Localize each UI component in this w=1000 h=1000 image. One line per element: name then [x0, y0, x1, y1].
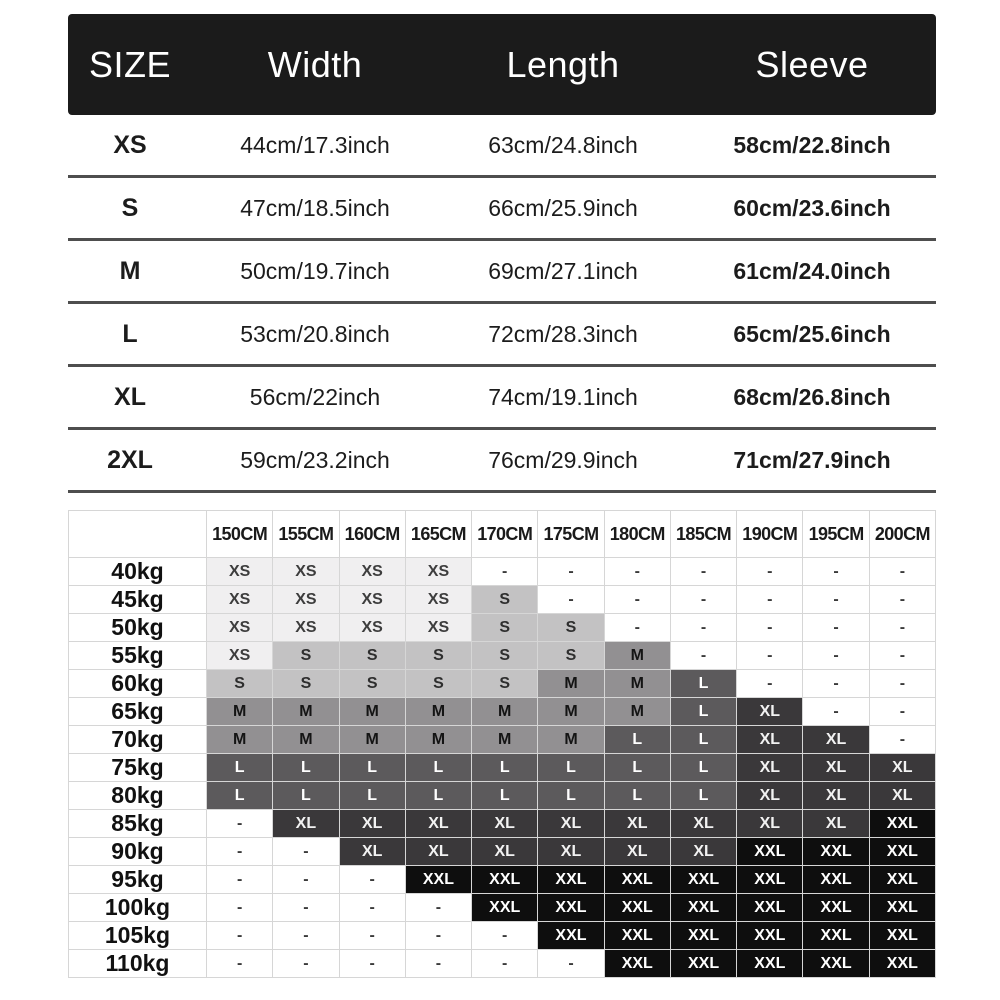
- size-value: M: [119, 256, 141, 285]
- fit-cell-l: L: [671, 726, 736, 753]
- fit-cell-empty: -: [737, 670, 802, 697]
- height-header-190cm: 190CM: [737, 511, 802, 557]
- fit-cell-empty: -: [870, 586, 935, 613]
- fit-cell-m: M: [605, 698, 670, 725]
- weight-label-55kg: 55kg: [69, 642, 206, 669]
- size-value: S: [121, 193, 139, 222]
- fit-cell-xs: XS: [207, 642, 272, 669]
- weight-label-40kg: 40kg: [69, 558, 206, 585]
- fit-cell-empty: -: [870, 642, 935, 669]
- height-weight-fit-matrix: [68, 510, 936, 978]
- fit-cell-xl: XL: [472, 838, 537, 865]
- fit-cell-m: M: [605, 670, 670, 697]
- fit-cell-xxl: XXL: [803, 894, 868, 921]
- height-header-200cm: 200CM: [870, 511, 935, 557]
- width-value: 50cm/19.7inch: [240, 257, 390, 284]
- fit-cell-empty: -: [870, 726, 935, 753]
- fit-cell-xl: XL: [273, 810, 338, 837]
- size-value: L: [122, 319, 138, 348]
- size-table-body: [68, 115, 936, 493]
- fit-cell-m: M: [340, 698, 405, 725]
- fit-cell-xxl: XXL: [737, 894, 802, 921]
- fit-cell-empty: -: [273, 922, 338, 949]
- fit-cell-xl: XL: [340, 810, 405, 837]
- fit-cell-s: S: [538, 642, 603, 669]
- fit-cell-empty: -: [340, 866, 405, 893]
- fit-cell-l: L: [538, 754, 603, 781]
- fit-cell-xs: XS: [273, 614, 338, 641]
- fit-cell-xl: XL: [671, 838, 736, 865]
- length-value: 72cm/28.3inch: [488, 320, 638, 347]
- fit-cell-xs: XS: [340, 614, 405, 641]
- fit-cell-empty: -: [340, 922, 405, 949]
- fit-cell-xxl: XXL: [605, 922, 670, 949]
- fit-cell-s: S: [207, 670, 272, 697]
- fit-cell-l: L: [671, 698, 736, 725]
- fit-cell-empty: -: [273, 950, 338, 977]
- weight-label-80kg: 80kg: [69, 782, 206, 809]
- fit-cell-xl: XL: [870, 754, 935, 781]
- fit-cell-xl: XL: [671, 810, 736, 837]
- fit-cell-empty: -: [803, 586, 868, 613]
- height-header-150cm: 150CM: [207, 511, 272, 557]
- fit-cell-empty: -: [472, 558, 537, 585]
- width-value: 56cm/22inch: [249, 383, 381, 410]
- fit-cell-l: L: [207, 782, 272, 809]
- fit-cell-xs: XS: [207, 558, 272, 585]
- fit-cell-xxl: XXL: [803, 838, 868, 865]
- matrix-corner-cell: [69, 511, 206, 557]
- fit-cell-l: L: [340, 782, 405, 809]
- fit-cell-empty: -: [605, 586, 670, 613]
- fit-cell-s: S: [538, 614, 603, 641]
- fit-cell-xl: XL: [803, 782, 868, 809]
- fit-cell-xl: XL: [406, 838, 471, 865]
- fit-cell-s: S: [472, 642, 537, 669]
- fit-cell-l: L: [207, 754, 272, 781]
- fit-cell-empty: -: [340, 950, 405, 977]
- fit-cell-empty: -: [737, 558, 802, 585]
- fit-cell-s: S: [340, 642, 405, 669]
- fit-cell-s: S: [472, 670, 537, 697]
- fit-cell-xl: XL: [870, 782, 935, 809]
- fit-cell-xxl: XXL: [870, 922, 935, 949]
- fit-cell-empty: -: [538, 558, 603, 585]
- fit-cell-m: M: [207, 726, 272, 753]
- header-size: SIZE: [88, 43, 171, 85]
- fit-cell-m: M: [472, 698, 537, 725]
- fit-cell-xxl: XXL: [671, 894, 736, 921]
- fit-cell-xl: XL: [538, 810, 603, 837]
- weight-label-85kg: 85kg: [69, 810, 206, 837]
- fit-cell-empty: -: [538, 586, 603, 613]
- fit-cell-xxl: XXL: [538, 866, 603, 893]
- fit-cell-l: L: [538, 782, 603, 809]
- size-value: XL: [114, 382, 146, 411]
- fit-cell-empty: -: [605, 558, 670, 585]
- fit-cell-xl: XL: [803, 810, 868, 837]
- fit-cell-l: L: [273, 782, 338, 809]
- fit-cell-empty: -: [870, 614, 935, 641]
- fit-cell-xxl: XXL: [671, 950, 736, 977]
- fit-cell-empty: -: [207, 894, 272, 921]
- fit-cell-xxl: XXL: [472, 866, 537, 893]
- size-row-m: [68, 241, 936, 304]
- fit-cell-empty: -: [472, 922, 537, 949]
- fit-cell-s: S: [340, 670, 405, 697]
- fit-cell-s: S: [406, 670, 471, 697]
- sleeve-value: 58cm/22.8inch: [733, 131, 891, 158]
- size-row-s: [68, 178, 936, 241]
- fit-cell-empty: -: [870, 670, 935, 697]
- fit-cell-empty: -: [671, 558, 736, 585]
- size-row-l: [68, 304, 936, 367]
- length-value: 63cm/24.8inch: [488, 131, 638, 158]
- weight-label-105kg: 105kg: [69, 922, 206, 949]
- width-value: 47cm/18.5inch: [240, 194, 390, 221]
- fit-cell-m: M: [340, 726, 405, 753]
- fit-cell-xl: XL: [737, 726, 802, 753]
- fit-cell-xs: XS: [207, 586, 272, 613]
- fit-cell-empty: -: [671, 586, 736, 613]
- fit-cell-l: L: [605, 782, 670, 809]
- fit-cell-l: L: [671, 670, 736, 697]
- fit-cell-l: L: [605, 754, 670, 781]
- fit-cell-xxl: XXL: [406, 866, 471, 893]
- fit-cell-empty: -: [406, 950, 471, 977]
- fit-cell-empty: -: [737, 642, 802, 669]
- fit-cell-xl: XL: [737, 810, 802, 837]
- fit-cell-xl: XL: [737, 754, 802, 781]
- fit-cell-xl: XL: [340, 838, 405, 865]
- weight-label-75kg: 75kg: [69, 754, 206, 781]
- fit-cell-xl: XL: [605, 838, 670, 865]
- height-header-175cm: 175CM: [538, 511, 603, 557]
- garment-size-table: [68, 14, 936, 493]
- fit-cell-empty: -: [671, 614, 736, 641]
- length-value: 74cm/19.1inch: [488, 383, 638, 410]
- fit-cell-xxl: XXL: [803, 950, 868, 977]
- fit-cell-m: M: [538, 670, 603, 697]
- fit-cell-empty: -: [207, 810, 272, 837]
- fit-cell-xl: XL: [803, 754, 868, 781]
- fit-cell-empty: -: [472, 950, 537, 977]
- fit-cell-m: M: [538, 698, 603, 725]
- fit-cell-empty: -: [273, 894, 338, 921]
- height-header-170cm: 170CM: [472, 511, 537, 557]
- fit-cell-m: M: [406, 698, 471, 725]
- weight-label-90kg: 90kg: [69, 838, 206, 865]
- fit-cell-xs: XS: [340, 558, 405, 585]
- fit-cell-xs: XS: [273, 558, 338, 585]
- fit-cell-m: M: [538, 726, 603, 753]
- fit-cell-s: S: [273, 642, 338, 669]
- weight-label-60kg: 60kg: [69, 670, 206, 697]
- fit-cell-xxl: XXL: [737, 838, 802, 865]
- fit-cell-empty: -: [870, 558, 935, 585]
- fit-cell-xl: XL: [737, 782, 802, 809]
- fit-cell-xxl: XXL: [538, 894, 603, 921]
- fit-cell-m: M: [273, 698, 338, 725]
- fit-cell-empty: -: [207, 950, 272, 977]
- height-header-165cm: 165CM: [406, 511, 471, 557]
- fit-cell-empty: -: [273, 838, 338, 865]
- sleeve-value: 68cm/26.8inch: [733, 383, 891, 410]
- fit-cell-empty: -: [803, 698, 868, 725]
- fit-cell-empty: -: [406, 894, 471, 921]
- header-length: Length: [506, 43, 620, 85]
- size-value: 2XL: [107, 445, 153, 474]
- fit-cell-xxl: XXL: [870, 838, 935, 865]
- fit-cell-xxl: XXL: [671, 922, 736, 949]
- height-header-160cm: 160CM: [340, 511, 405, 557]
- size-row-2xl: [68, 430, 936, 493]
- fit-cell-s: S: [273, 670, 338, 697]
- size-row-xs: [68, 115, 936, 178]
- fit-cell-xxl: XXL: [605, 894, 670, 921]
- fit-cell-xxl: XXL: [671, 866, 736, 893]
- fit-cell-empty: -: [207, 922, 272, 949]
- fit-cell-xl: XL: [803, 726, 868, 753]
- weight-label-100kg: 100kg: [69, 894, 206, 921]
- fit-cell-xxl: XXL: [803, 866, 868, 893]
- height-header-180cm: 180CM: [605, 511, 670, 557]
- weight-label-45kg: 45kg: [69, 586, 206, 613]
- fit-cell-xs: XS: [406, 614, 471, 641]
- height-header-155cm: 155CM: [273, 511, 338, 557]
- fit-cell-empty: -: [671, 642, 736, 669]
- fit-cell-m: M: [207, 698, 272, 725]
- width-value: 53cm/20.8inch: [240, 320, 390, 347]
- fit-cell-l: L: [406, 782, 471, 809]
- fit-cell-xl: XL: [472, 810, 537, 837]
- fit-cell-xl: XL: [538, 838, 603, 865]
- sleeve-value: 61cm/24.0inch: [733, 257, 891, 284]
- header-sleeve: Sleeve: [755, 43, 869, 85]
- fit-cell-empty: -: [803, 614, 868, 641]
- height-header-195cm: 195CM: [803, 511, 868, 557]
- fit-cell-xxl: XXL: [870, 866, 935, 893]
- fit-cell-empty: -: [406, 922, 471, 949]
- fit-cell-s: S: [472, 614, 537, 641]
- fit-cell-m: M: [472, 726, 537, 753]
- fit-cell-empty: -: [803, 642, 868, 669]
- fit-cell-l: L: [273, 754, 338, 781]
- fit-cell-xxl: XXL: [605, 866, 670, 893]
- fit-cell-l: L: [406, 754, 471, 781]
- weight-label-95kg: 95kg: [69, 866, 206, 893]
- fit-cell-xxl: XXL: [472, 894, 537, 921]
- weight-label-65kg: 65kg: [69, 698, 206, 725]
- fit-cell-empty: -: [803, 558, 868, 585]
- weight-label-50kg: 50kg: [69, 614, 206, 641]
- fit-cell-empty: -: [605, 614, 670, 641]
- length-value: 69cm/27.1inch: [488, 257, 638, 284]
- fit-cell-l: L: [340, 754, 405, 781]
- fit-cell-empty: -: [737, 614, 802, 641]
- fit-cell-empty: -: [207, 838, 272, 865]
- weight-label-70kg: 70kg: [69, 726, 206, 753]
- fit-cell-xxl: XXL: [870, 950, 935, 977]
- fit-cell-xs: XS: [207, 614, 272, 641]
- fit-cell-xs: XS: [340, 586, 405, 613]
- sleeve-value: 65cm/25.6inch: [733, 320, 891, 347]
- length-value: 66cm/25.9inch: [488, 194, 638, 221]
- fit-cell-xxl: XXL: [870, 810, 935, 837]
- size-value: XS: [113, 130, 147, 159]
- weight-label-110kg: 110kg: [69, 950, 206, 977]
- header-width: Width: [267, 43, 363, 85]
- sleeve-value: 71cm/27.9inch: [733, 446, 891, 473]
- fit-cell-xl: XL: [406, 810, 471, 837]
- fit-cell-empty: -: [737, 586, 802, 613]
- fit-cell-xl: XL: [605, 810, 670, 837]
- fit-cell-xs: XS: [273, 586, 338, 613]
- fit-cell-m: M: [406, 726, 471, 753]
- fit-cell-xxl: XXL: [737, 922, 802, 949]
- width-value: 59cm/23.2inch: [240, 446, 390, 473]
- fit-cell-xxl: XXL: [737, 866, 802, 893]
- width-value: 44cm/17.3inch: [240, 131, 390, 158]
- fit-cell-xxl: XXL: [737, 950, 802, 977]
- fit-cell-l: L: [671, 754, 736, 781]
- fit-cell-m: M: [273, 726, 338, 753]
- fit-cell-xl: XL: [737, 698, 802, 725]
- fit-cell-empty: -: [207, 866, 272, 893]
- fit-cell-xxl: XXL: [538, 922, 603, 949]
- fit-cell-xxl: XXL: [803, 922, 868, 949]
- fit-cell-xxl: XXL: [870, 894, 935, 921]
- fit-cell-l: L: [472, 782, 537, 809]
- fit-cell-empty: -: [538, 950, 603, 977]
- fit-cell-l: L: [605, 726, 670, 753]
- fit-cell-s: S: [406, 642, 471, 669]
- size-row-xl: [68, 367, 936, 430]
- fit-cell-l: L: [671, 782, 736, 809]
- fit-matrix-grid: [68, 510, 936, 978]
- fit-cell-xs: XS: [406, 586, 471, 613]
- fit-cell-l: L: [472, 754, 537, 781]
- length-value: 76cm/29.9inch: [488, 446, 638, 473]
- size-table-header: [68, 14, 936, 115]
- sleeve-value: 60cm/23.6inch: [733, 194, 891, 221]
- fit-cell-empty: -: [870, 698, 935, 725]
- fit-cell-xs: XS: [406, 558, 471, 585]
- fit-cell-xxl: XXL: [605, 950, 670, 977]
- fit-cell-empty: -: [340, 894, 405, 921]
- fit-cell-s: S: [472, 586, 537, 613]
- fit-cell-empty: -: [273, 866, 338, 893]
- height-header-185cm: 185CM: [671, 511, 736, 557]
- fit-cell-empty: -: [803, 670, 868, 697]
- fit-cell-m: M: [605, 642, 670, 669]
